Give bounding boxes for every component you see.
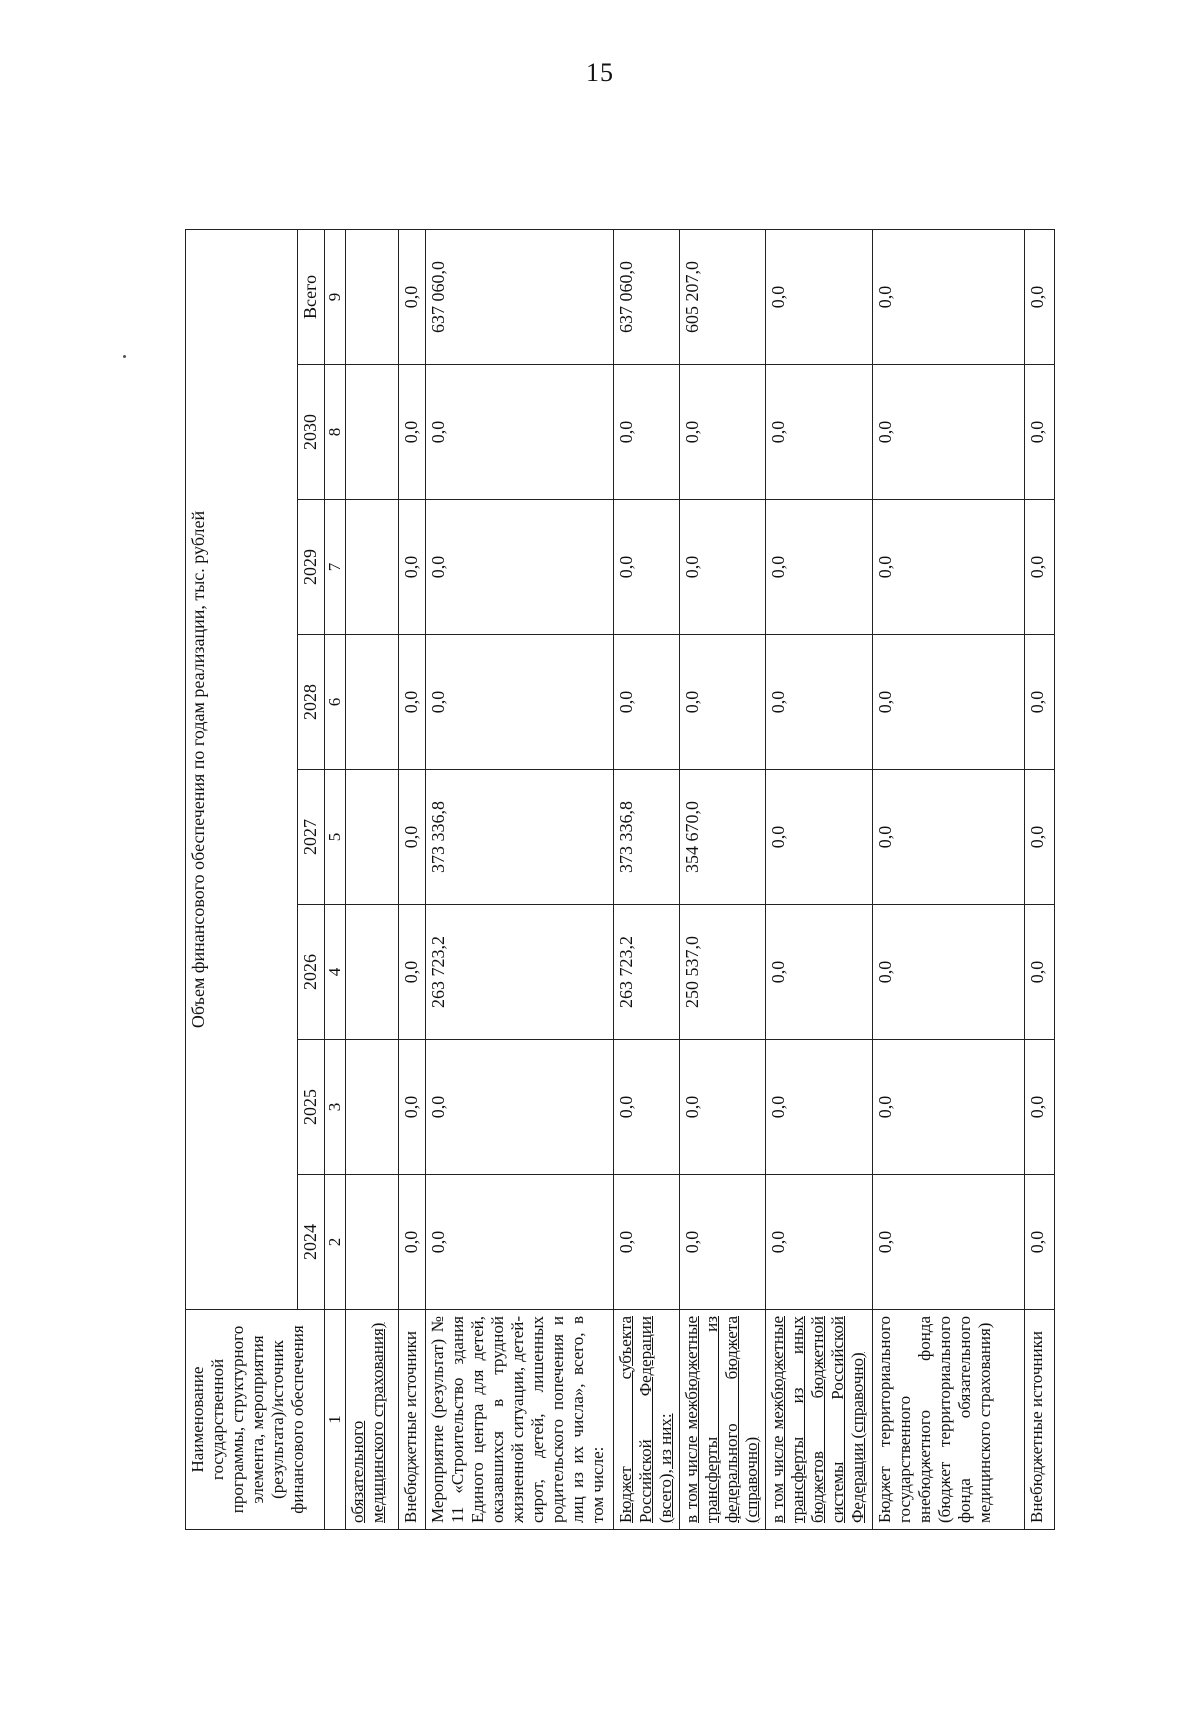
value-cell: 0,0 xyxy=(765,905,872,1040)
value-cell: 0,0 xyxy=(1024,905,1054,1040)
column-number: 2 xyxy=(325,1175,346,1310)
value-cell: 0,0 xyxy=(872,635,1024,770)
value-cell xyxy=(346,770,399,905)
table-row xyxy=(399,229,426,1529)
row-name-cell: в том числе межбюджетные трансферты из федерального бюджета (справочно) xyxy=(679,1310,765,1530)
value-cell: 0,0 xyxy=(679,1040,765,1175)
value-cell: 0,0 xyxy=(872,500,1024,635)
page-number: 15 xyxy=(586,58,614,87)
row-name-cell: Бюджет субъекта Российской Федерации (всего), из них: xyxy=(613,1310,679,1530)
value-cell: 0,0 xyxy=(613,635,679,770)
value-cell: 0,0 xyxy=(613,365,679,500)
value-cell: 0,0 xyxy=(613,500,679,635)
value-cell: 637 060,0 xyxy=(425,229,613,364)
value-cell: 0,0 xyxy=(399,635,426,770)
year-header: 2028 xyxy=(298,635,325,770)
column-number: 6 xyxy=(325,635,346,770)
column-number: 9 xyxy=(325,229,346,364)
value-cell: 0,0 xyxy=(399,1040,426,1175)
value-cell: 0,0 xyxy=(399,1175,426,1310)
value-cell: 637 060,0 xyxy=(613,229,679,364)
value-cell: 0,0 xyxy=(425,365,613,500)
value-cell: 0,0 xyxy=(679,1175,765,1310)
value-cell: 0,0 xyxy=(425,500,613,635)
table-row xyxy=(679,229,765,1529)
value-cell: 0,0 xyxy=(613,1040,679,1175)
value-cell xyxy=(346,500,399,635)
value-cell: 0,0 xyxy=(765,365,872,500)
header-volume-cell: Объем финансового обеспечения по годам реализации, тыс. рублей xyxy=(186,229,298,1309)
value-cell: 0,0 xyxy=(1024,635,1054,770)
table-row xyxy=(1024,229,1054,1529)
value-cell: 250 537,0 xyxy=(679,905,765,1040)
value-cell: 0,0 xyxy=(872,1040,1024,1175)
value-cell xyxy=(346,365,399,500)
value-cell: 0,0 xyxy=(872,905,1024,1040)
value-cell: 0,0 xyxy=(679,365,765,500)
value-cell: 263 723,2 xyxy=(613,905,679,1040)
value-cell: 0,0 xyxy=(399,229,426,364)
year-header: 2029 xyxy=(298,500,325,635)
row-name-cell: Внебюджетные источники xyxy=(1024,1310,1054,1530)
value-cell: 0,0 xyxy=(872,1175,1024,1310)
row-name-cell: обязательного медицинского страхования) xyxy=(346,1310,399,1530)
value-cell: 0,0 xyxy=(399,905,426,1040)
value-cell: 0,0 xyxy=(425,1040,613,1175)
value-cell xyxy=(346,229,399,364)
value-cell: 0,0 xyxy=(872,229,1024,364)
year-header: 2027 xyxy=(298,770,325,905)
total-header: Всего xyxy=(298,229,325,364)
value-cell: 0,0 xyxy=(613,1175,679,1310)
year-header: 2024 xyxy=(298,1175,325,1310)
row-name-cell: в том числе межбюджетные трансферты из иных бюджетов бюджетной системы Российской Федерации (справочно) xyxy=(765,1310,872,1530)
rotated-table-container xyxy=(185,230,1055,1530)
value-cell: 0,0 xyxy=(1024,500,1054,635)
value-cell xyxy=(346,635,399,770)
value-cell xyxy=(346,1175,399,1310)
value-cell: 0,0 xyxy=(765,1040,872,1175)
year-header: 2025 xyxy=(298,1040,325,1175)
value-cell: 0,0 xyxy=(1024,229,1054,364)
value-cell: 0,0 xyxy=(765,229,872,364)
year-header: 2030 xyxy=(298,365,325,500)
financing-table xyxy=(185,229,1055,1530)
value-cell: 373 336,8 xyxy=(425,770,613,905)
value-cell: 373 336,8 xyxy=(613,770,679,905)
value-cell: 605 207,0 xyxy=(679,229,765,364)
value-cell: 0,0 xyxy=(679,635,765,770)
value-cell: 0,0 xyxy=(765,1175,872,1310)
value-cell: 0,0 xyxy=(1024,1175,1054,1310)
value-cell xyxy=(346,905,399,1040)
header-name-cell: Наименование государственной программы, структурного элемента, мероприятия (результата)/источник финансового обеспечения xyxy=(186,1310,325,1530)
value-cell: 0,0 xyxy=(765,635,872,770)
value-cell: 0,0 xyxy=(679,500,765,635)
row-name-cell: Внебюджетные источники xyxy=(399,1310,426,1530)
table-row xyxy=(613,229,679,1529)
value-cell: 0,0 xyxy=(765,770,872,905)
table-row xyxy=(346,229,399,1529)
value-cell: 0,0 xyxy=(399,770,426,905)
column-number: 7 xyxy=(325,500,346,635)
column-numbers-row xyxy=(325,229,346,1529)
column-number: 3 xyxy=(325,1040,346,1175)
value-cell: 0,0 xyxy=(872,365,1024,500)
value-cell: 0,0 xyxy=(425,635,613,770)
value-cell: 263 723,2 xyxy=(425,905,613,1040)
row-name-cell: Бюджет территориального государственного внебюджетного фонда (бюджет территориального фонда обязательного медицинского страхования) xyxy=(872,1310,1024,1530)
column-number: 4 xyxy=(325,905,346,1040)
value-cell: 0,0 xyxy=(1024,770,1054,905)
year-header: 2026 xyxy=(298,905,325,1040)
value-cell: 0,0 xyxy=(399,500,426,635)
table-row xyxy=(872,229,1024,1529)
value-cell: 0,0 xyxy=(425,1175,613,1310)
table-row xyxy=(425,229,613,1529)
value-cell: 0,0 xyxy=(399,365,426,500)
column-number: 8 xyxy=(325,365,346,500)
value-cell: 0,0 xyxy=(765,500,872,635)
value-cell: 354 670,0 xyxy=(679,770,765,905)
value-cell: 0,0 xyxy=(1024,365,1054,500)
value-cell: 0,0 xyxy=(1024,1040,1054,1175)
row-name-cell: Мероприятие (результат) № 11 «Строительство здания Единого центра для детей, оказавшихся в трудной жизненной ситуации, детей-сирот, детей, лишенных родительского попечения и лиц из их числа», всего, в том числе: xyxy=(425,1310,613,1530)
column-number: 1 xyxy=(325,1310,346,1530)
value-cell xyxy=(346,1040,399,1175)
value-cell: 0,0 xyxy=(872,770,1024,905)
table-row xyxy=(765,229,872,1529)
scan-artifact-dot xyxy=(123,355,126,358)
column-number: 5 xyxy=(325,770,346,905)
